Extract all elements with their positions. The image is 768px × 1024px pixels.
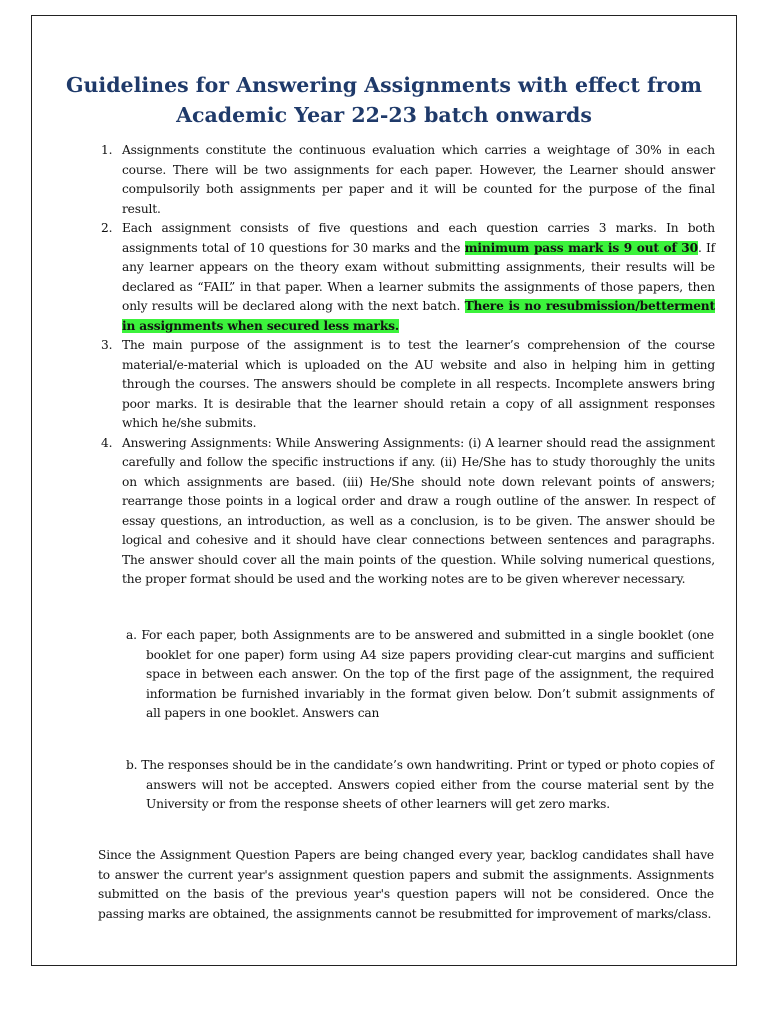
sub-item-letter: a. <box>126 628 137 642</box>
highlight-no-resubmission: There is no resubmission/betterment in assignments when secured less marks. <box>122 299 715 333</box>
sub-item-text: For each paper, both Assignments are to be answered and submitted in a single booklet (one booklet for one paper) form using A4 size papers providing clear-cut margins and sufficient space in between each answer. On the top of the first page of the assignment, the required information be furnished invariably in the format given below. Don’t submit assignments of all papers in one booklet. Answers can <box>141 628 714 720</box>
document-title <box>60 70 708 130</box>
highlight-pass-mark: minimum pass mark is 9 out of 30 <box>464 240 698 255</box>
guideline-item-1 <box>98 141 715 219</box>
guideline-item-2 <box>98 219 715 336</box>
guideline-item-4 <box>98 434 715 590</box>
item-text: Assignments constitute the continuous evaluation which carries a weightage of 30% in each course. There will be two assignments for each paper. However, the Learner should answer compulsorily both assignments per paper and it will be counted for the purpose of the final result. <box>122 143 715 216</box>
sub-guideline-list-b <box>122 756 714 815</box>
item-number: 4. <box>101 435 113 450</box>
title-line-2: Academic Year 22-23 batch onwards <box>176 103 592 127</box>
item-text-before: Each assignment consists of five questions and each question carries 3 marks. In both assignments total of 10 questions for 30 marks and the <box>122 221 715 255</box>
item-text-middle: . If any learner appears on the theory exam without submitting assignments, their results will be declared as “FAIL” in that paper. When a learner submits the assignments of those papers, then only results will be declared along with the next batch. <box>122 240 715 313</box>
sub-item-letter: b. <box>126 758 138 772</box>
guideline-item-3 <box>98 336 715 434</box>
sub-guideline-list-a <box>122 626 714 724</box>
item-number: 1. <box>101 143 113 157</box>
title-line-1: Guidelines for Answering Assignments with effect from <box>66 73 702 97</box>
item-text: The main purpose of the assignment is to test the learner’s comprehension of the course material/e-material which is uploaded on the AU website and also in helping him in getting through the courses. The answers should be complete in all respects. Incomplete answers bring poor marks. It is desirable that the learner should retain a copy of all assignment responses which he/she submits. <box>122 338 715 430</box>
item-number: 2. <box>101 221 113 235</box>
item-text: Answering Assignments: While Answering Assignments: (i) A learner should read the assignment carefully and follow the specific instructions if any. (ii) He/She has to study thoroughly the units on which assignments are based. (iii) He/She should note down relevant points of answers; rearrange those points in a logical order and draw a rough outline of the answer. In respect of essay questions, an introduction, as well as a conclusion, is to be given. The answer should be logical and cohesive and it should have clear connections between sentences and paragraphs. The answer should cover all the main points of the question. While solving numerical questions, the proper format should be used and the working notes are to be given wherever necessary. <box>122 435 715 586</box>
sub-guideline-b <box>122 756 714 815</box>
closing-paragraph: Since the Assignment Question Papers are being changed every year, backlog candidates shall have to answer the current year's assignment question papers and submit the assignments. Assignments submitted on the basis of the previous year's question papers will not be considered. Once the passing marks are obtained, the assignments cannot be resubmitted for improvement of marks/class. <box>98 848 714 921</box>
item-number: 3. <box>101 338 113 352</box>
sub-item-text: The responses should be in the candidate’s own handwriting. Print or typed or photo copies of answers will not be accepted. Answers copied either from the course material sent by the University or from the response sheets of other learners will get zero marks. <box>141 758 714 811</box>
sub-guideline-a <box>122 626 714 724</box>
guidelines-list <box>98 141 715 590</box>
